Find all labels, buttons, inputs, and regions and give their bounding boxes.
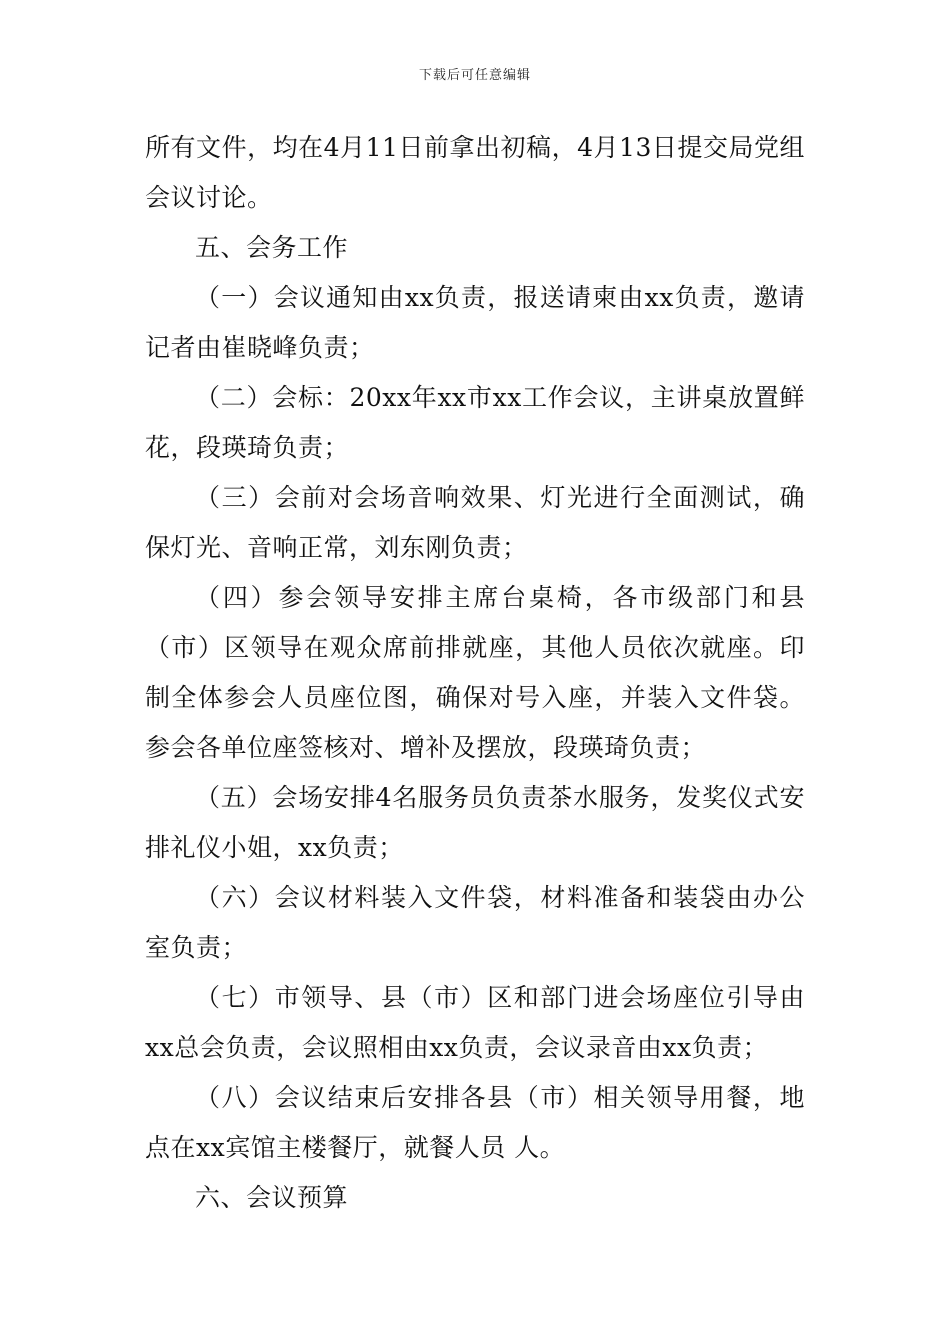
item-2: （二）会标：20xx年xx市xx工作会议，主讲桌放置鲜花，段瑛琦负责； (145, 383, 805, 462)
item-8: （八）会议结束后安排各县（市）相关领导用餐，地点在xx宾馆主楼餐厅，就餐人员 人。 (145, 1083, 805, 1162)
item-6: （六）会议材料装入文件袋，材料准备和装袋由办公室负责； (145, 883, 805, 962)
item-7: （七）市领导、县（市）区和部门进会场座位引导由xx总会负责，会议照相由xx负责，会议录音由xx负责； (145, 983, 805, 1062)
item-4: （四）参会领导安排主席台桌椅，各市级部门和县（市）区领导在观众席前排就座，其他人员依次就座。印制全体参会人员座位图，确保对号入座，并装入文件袋。参会各单位座签核对、增补及摆放，段瑛琦负责； (145, 583, 805, 762)
section-heading-6: 六、会议预算 (195, 1183, 349, 1212)
item-3: （三）会前对会场音响效果、灯光进行全面测试，确保灯光、音响正常，刘东刚负责； (145, 483, 805, 562)
page-header: 下载后可任意编辑 (418, 68, 531, 83)
item-1: （一）会议通知由xx负责，报送请柬由xx负责，邀请记者由崔晓峰负责； (145, 283, 805, 362)
paragraph-1: 所有文件，均在4月11日前拿出初稿，4月13日提交局党组会议讨论。 (145, 133, 805, 212)
item-5: （五）会场安排4名服务员负责茶水服务，发奖仪式安排礼仪小姐，xx负责； (145, 783, 805, 862)
section-heading-5: 五、会务工作 (195, 233, 349, 262)
document-body (145, 123, 805, 1223)
